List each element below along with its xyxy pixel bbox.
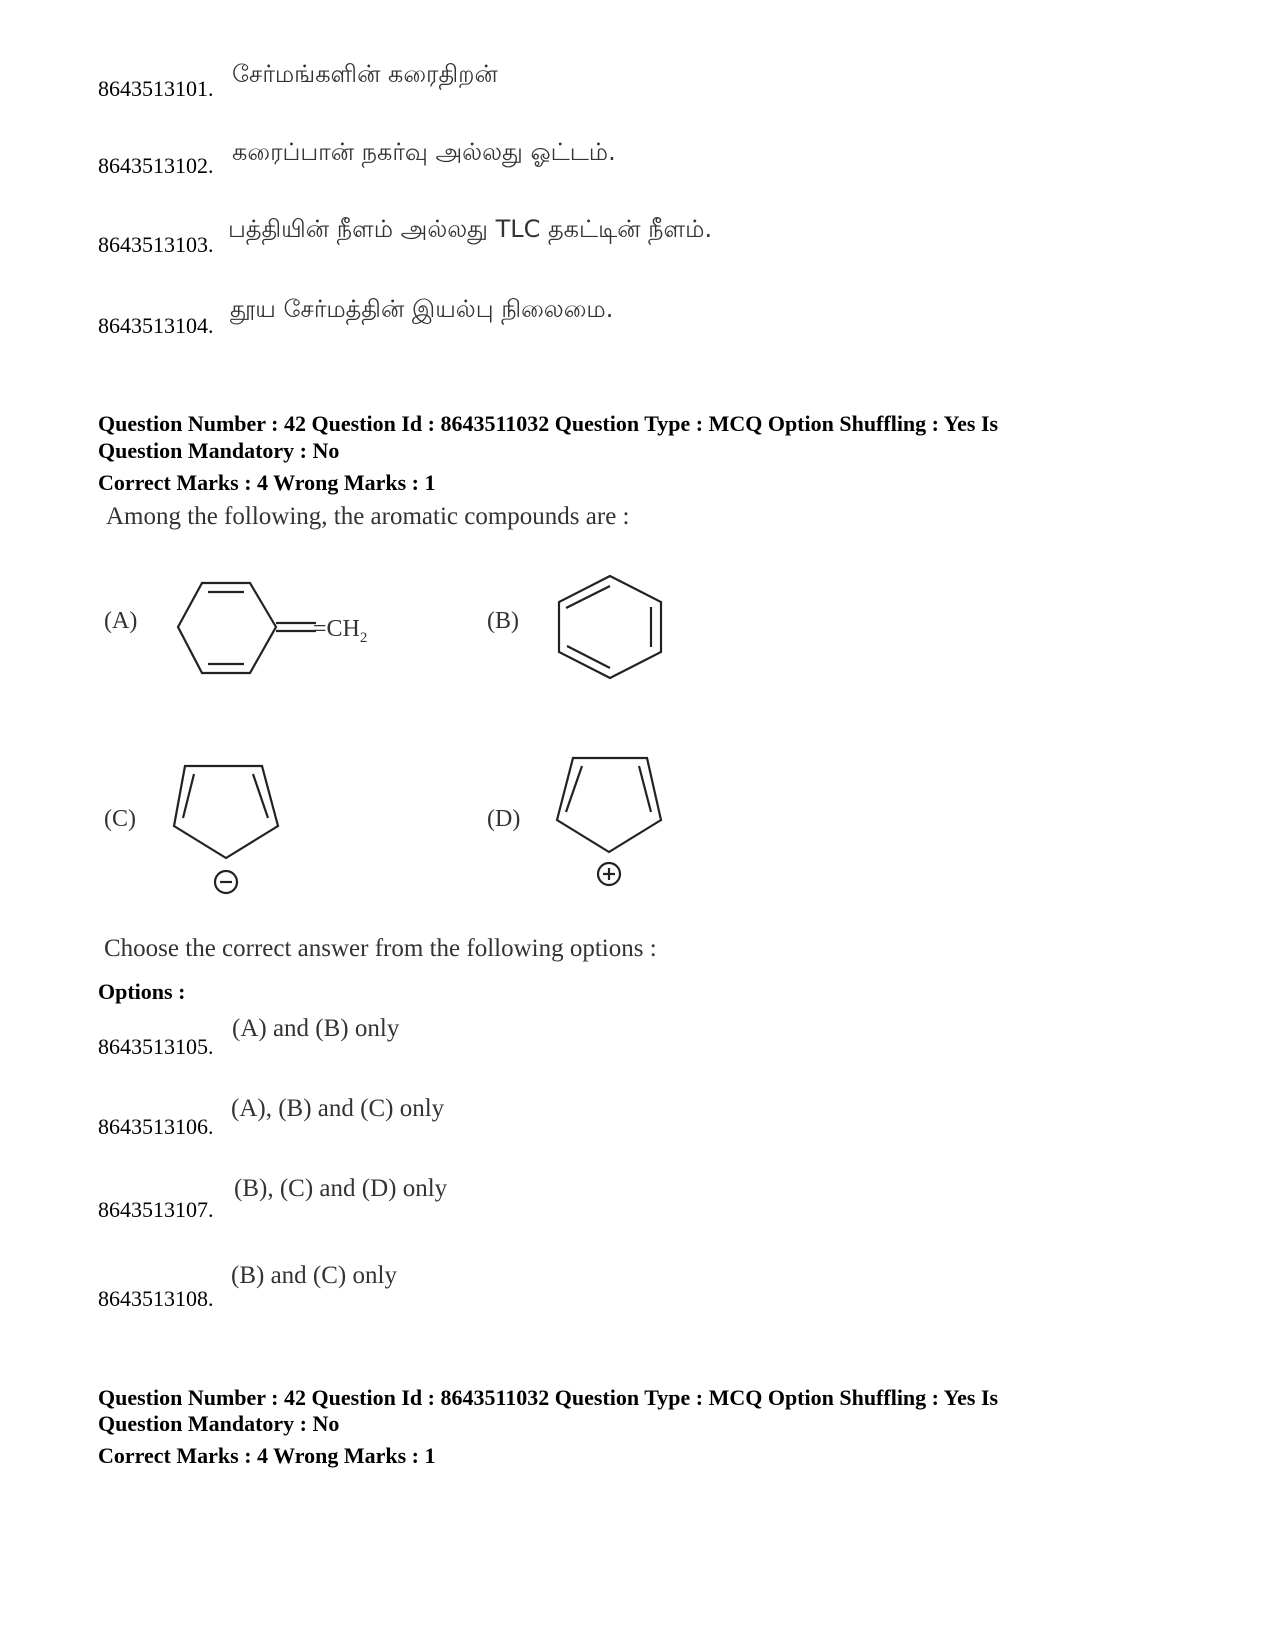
question-header-line2: Question Mandatory : No bbox=[98, 438, 340, 463]
next-question-marks: Correct Marks : 4 Wrong Marks : 1 bbox=[98, 1443, 436, 1468]
structure-c-label: (C) bbox=[104, 806, 136, 832]
next-question-header-line1: Question Number : 42 Question Id : 8643511032 Question Type : MCQ Option Shuffling : Yes Is bbox=[98, 1385, 999, 1410]
option-id: 8643513102. bbox=[98, 153, 214, 178]
option-text: (A) and (B) only bbox=[232, 1015, 400, 1042]
next-question-header-line2: Question Mandatory : No bbox=[98, 1411, 340, 1436]
structure-c-image bbox=[170, 760, 285, 900]
option-id: 8643513107. bbox=[98, 1197, 214, 1222]
option-id: 8643513106. bbox=[98, 1114, 214, 1139]
question-instruction: Choose the correct answer from the following options : bbox=[104, 935, 657, 962]
option-text: கரைப்பான் நகர்வு அல்லது ஓட்டம். bbox=[232, 138, 616, 166]
question-marks: Correct Marks : 4 Wrong Marks : 1 bbox=[98, 470, 436, 495]
option-text: (A), (B) and (C) only bbox=[231, 1095, 445, 1122]
option-text: பத்தியின் நீளம் அல்லது TLC தகட்டின் நீளம். bbox=[228, 215, 713, 243]
options-label: Options : bbox=[98, 979, 186, 1004]
structure-b-image bbox=[555, 572, 665, 682]
structure-d-image bbox=[555, 754, 670, 894]
structure-d-label: (D) bbox=[487, 806, 521, 832]
option-text: தூய சேர்மத்தின் இயல்பு நிலைமை. bbox=[230, 295, 614, 323]
option-text: சேர்மங்களின் கரைதிறன் bbox=[232, 60, 498, 88]
option-text: (B), (C) and (D) only bbox=[234, 1175, 448, 1202]
option-id: 8643513108. bbox=[98, 1286, 214, 1311]
option-id: 8643513104. bbox=[98, 313, 214, 338]
option-text: (B) and (C) only bbox=[231, 1262, 397, 1289]
option-id: 8643513103. bbox=[98, 232, 214, 257]
question-header-line1: Question Number : 42 Question Id : 8643511032 Question Type : MCQ Option Shuffling : Yes Is bbox=[98, 411, 999, 436]
structure-a-substituent: $=CH_2$ bbox=[313, 616, 368, 646]
option-id: 8643513105. bbox=[98, 1034, 214, 1059]
structure-a-label: (A) bbox=[104, 608, 138, 634]
structure-a-image bbox=[170, 575, 290, 685]
structure-b-label: (B) bbox=[487, 608, 519, 634]
option-id: 8643513101. bbox=[98, 76, 214, 101]
question-stem: Among the following, the aromatic compounds are : bbox=[106, 503, 630, 530]
